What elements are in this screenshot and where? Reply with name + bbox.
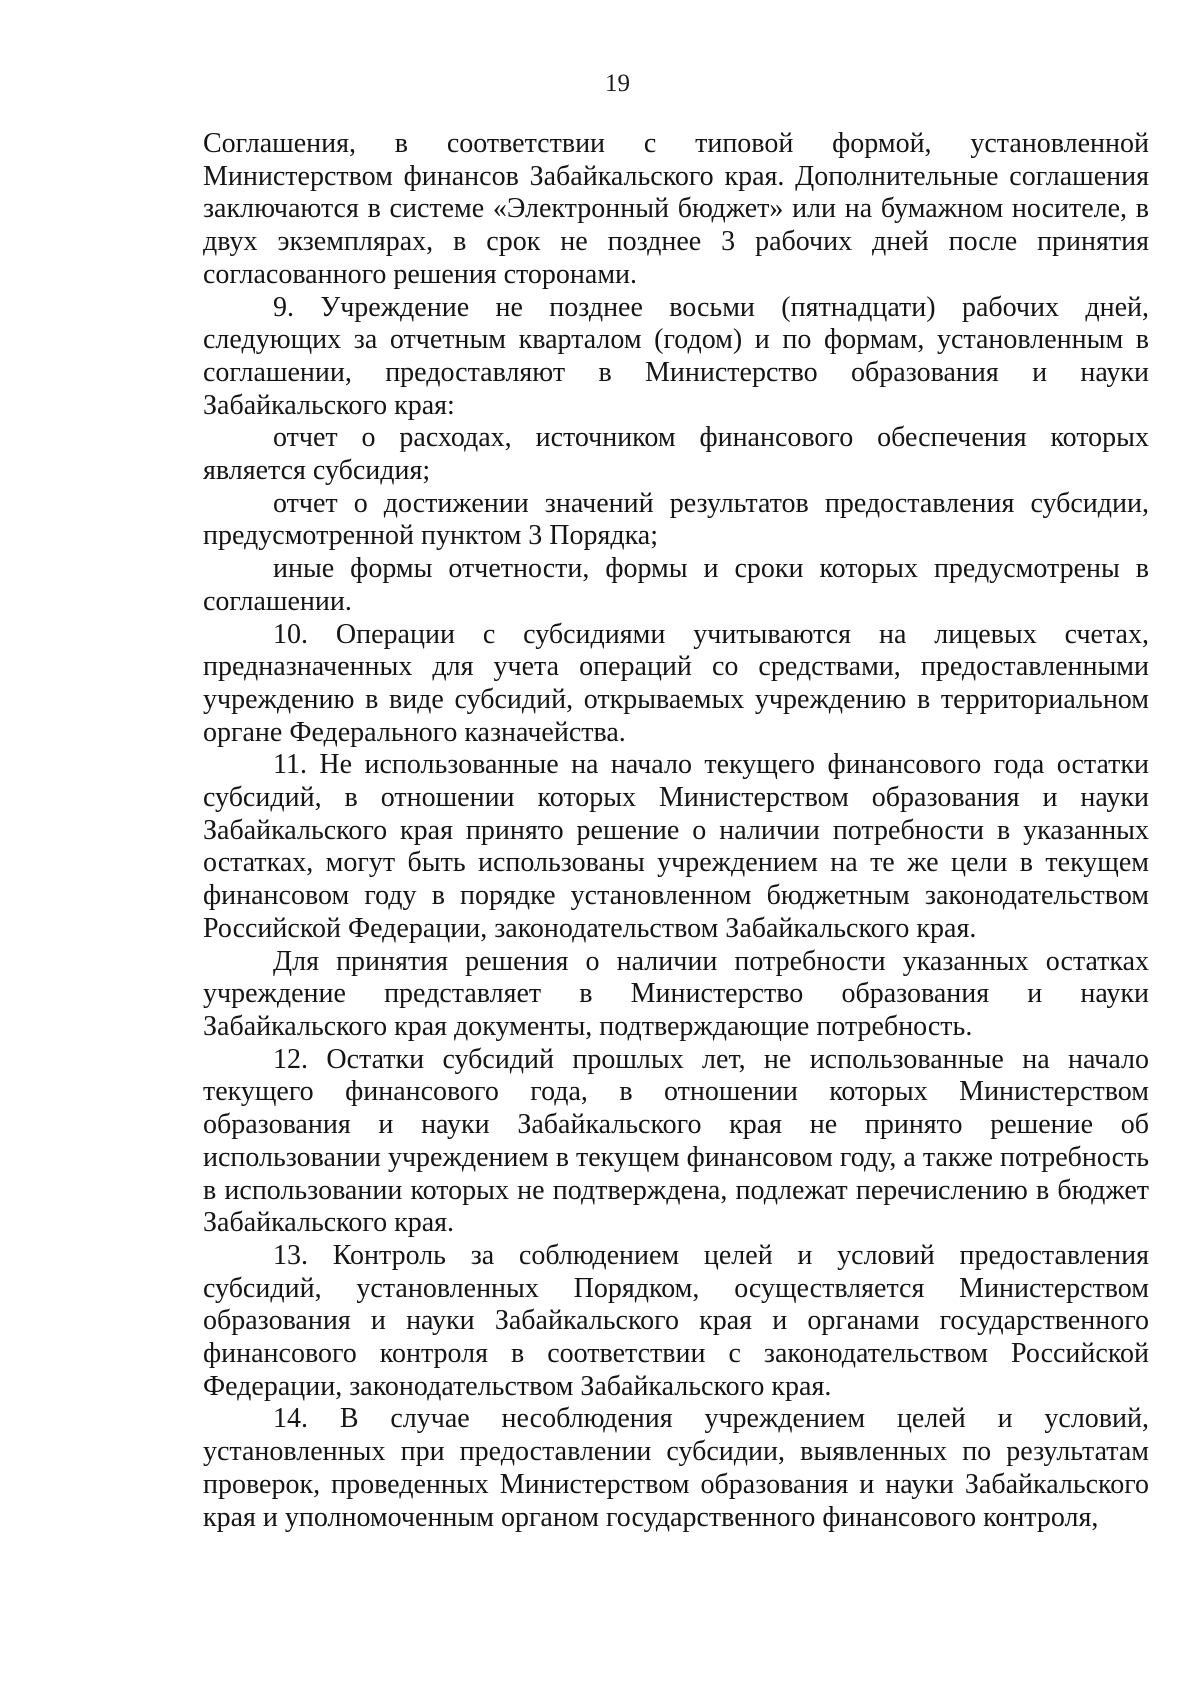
paragraph-item-12: 12. Остатки субсидий прошлых лет, не использованные на начало текущего финансового года, в отношении которых Министерством образования и науки Забайкальского края не принято решение об использовании учреждением в текущем финансовом году, а также потребность в использовании которых не подтверждена, подлежат перечислению в бюджет Забайкальского края. [203, 1043, 1149, 1239]
paragraph-other-reports: иные формы отчетности, формы и сроки которых предусмотрены в соглашении. [203, 553, 1149, 617]
paragraph-agreement-continuation: Соглашения, в соответствии с типовой формой, установленной Министерством финансов Забайкальского края. Дополнительные соглашения заключаются в системе «Электронный бюджет» или на бумажном носителе, в двух экземплярах, в срок не позднее 3 рабочих дней после принятия согласованного решения сторонами. [203, 128, 1149, 290]
document-body [203, 128, 1149, 1534]
paragraph-item-11-decision: Для принятия решения о наличии потребности указанных остатках учреждение представляет в Министерство образования и науки Забайкальского края документы, подтверждающие потребность. [203, 945, 1149, 1042]
paragraph-item-11: 11. Не использованные на начало текущего финансового года остатки субсидий, в отношении которых Министерством образования и науки Забайкальского края принято решение о наличии потребности в указанных остатках, могут быть использованы учреждением на те же цели в текущем финансовом году в порядке установленном бюджетным законодательством Российской Федерации, законодательством Забайкальского края. [203, 749, 1149, 944]
page-number: 19 [605, 70, 630, 97]
paragraph-item-14: 14. В случае несоблюдения учреждением целей и условий, установленных при предоставлении субсидии, выявленных по результатам проверок, проведенных Министерством образования и науки Забайкальского края и уполномоченным органом государственного финансового контроля, [203, 1403, 1149, 1533]
paragraph-report-results: отчет о достижении значений результатов предоставления субсидии, предусмотренной пунктом 3 Порядка; [203, 487, 1149, 552]
paragraph-report-expenses: отчет о расходах, источником финансового обеспечения которых является субсидия; [203, 422, 1149, 487]
paragraph-item-13: 13. Контроль за соблюдением целей и условий предоставления субсидий, установленных Порядком, осуществляется Министерством образования и науки Забайкальского края и органами государственного финансового контроля в соответствии с законодательством Российской Федерации, законодательством Забайкальского края. [203, 1239, 1149, 1402]
paragraph-item-10: 10. Операции с субсидиями учитываются на лицевых счетах, предназначенных для учета операций со средствами, предоставленными учреждению в виде субсидий, открываемых учреждению в территориальном органе Федерального казначейства. [203, 618, 1149, 748]
paragraph-item-9: 9. Учреждение не позднее восьми (пятнадцати) рабочих дней, следующих за отчетным кварталом (годом) и по формам, установленным в соглашении, предоставляют в Министерство образования и науки Забайкальского края: [203, 291, 1149, 421]
